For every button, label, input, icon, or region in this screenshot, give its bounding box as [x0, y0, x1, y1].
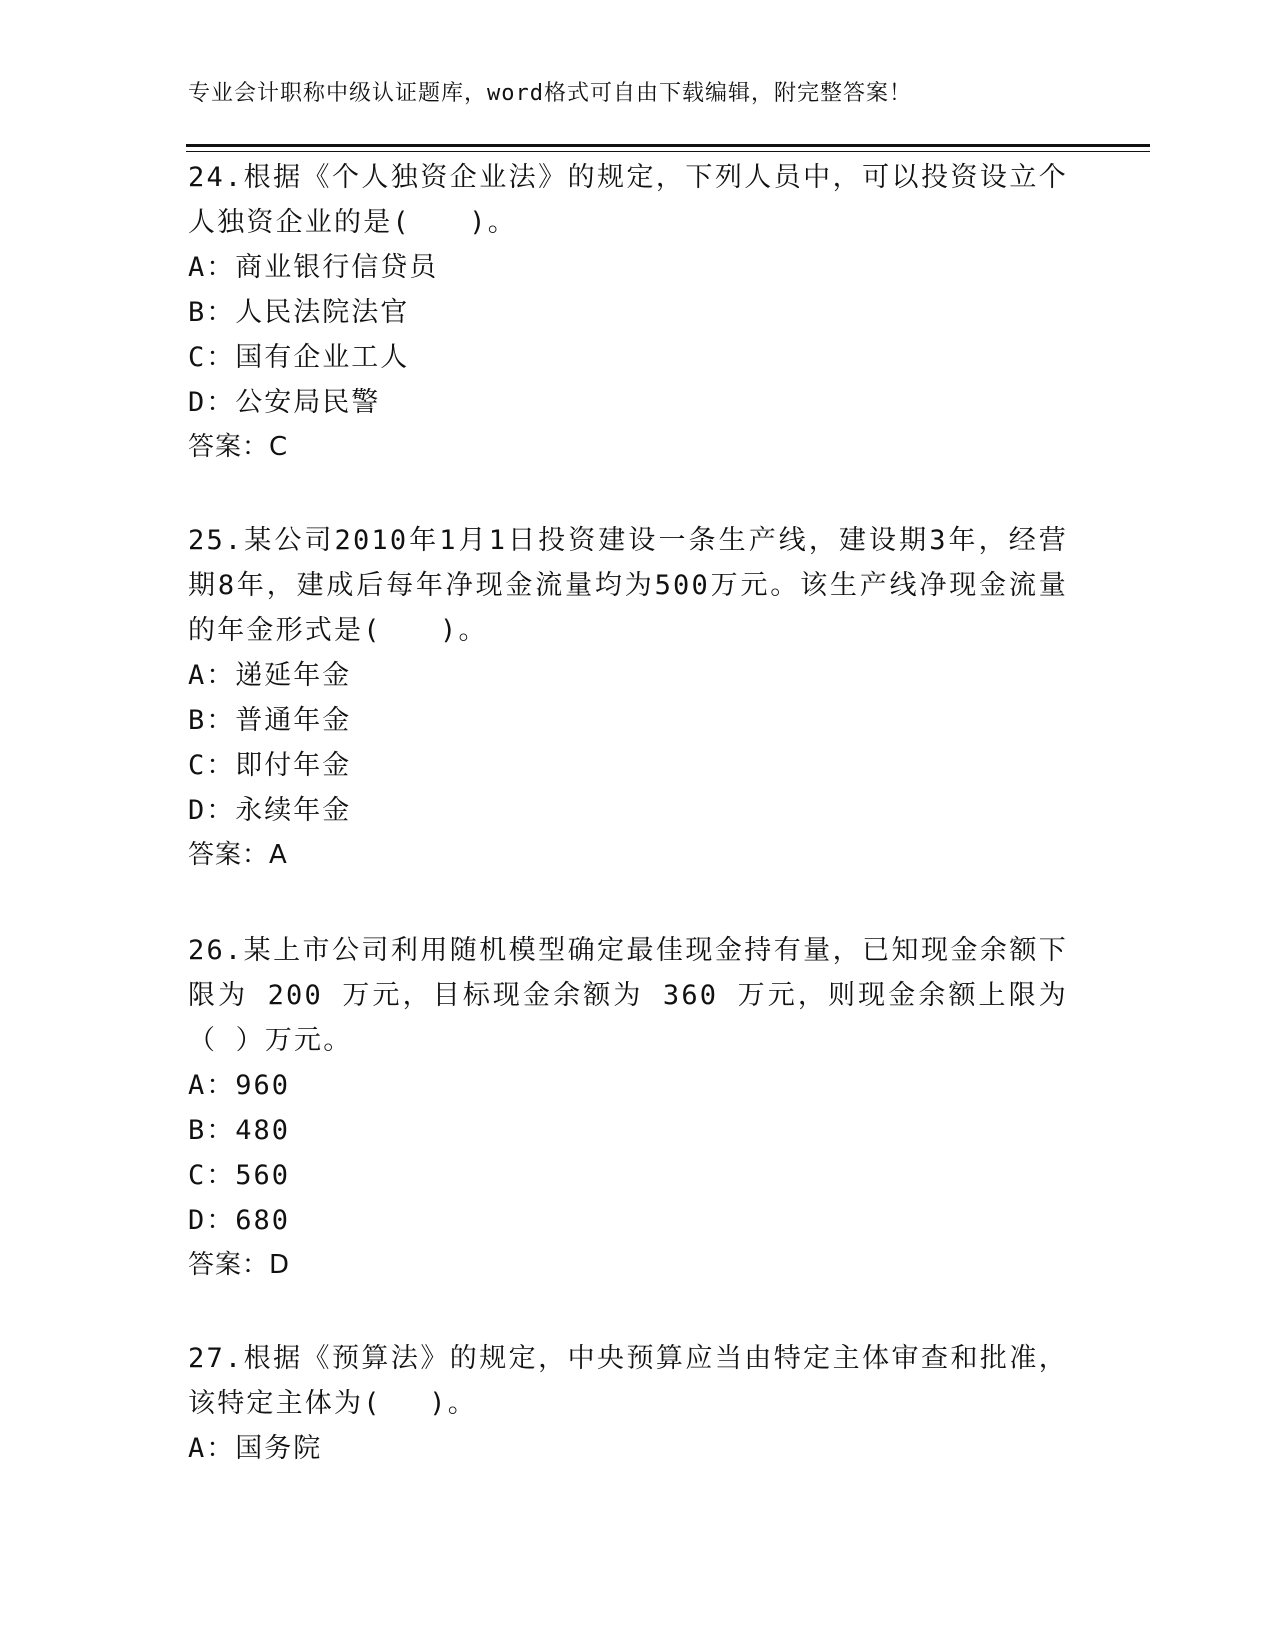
- option-d: D：680: [188, 1205, 291, 1236]
- question-25: [188, 518, 1068, 878]
- header-divider-thick: [186, 144, 1150, 147]
- answer: 答案：A: [188, 840, 288, 870]
- option-c: C：即付年金: [188, 750, 352, 781]
- question-stem: 25.某公司2010年1月1日投资建设一条生产线，建设期3年，经营期8年，建成后每年净现金流量均为500万元。该生产线净现金流量的年金形式是( )。: [188, 525, 1068, 646]
- option-d: D：永续年金: [188, 795, 352, 826]
- option-d: D：公安局民警: [188, 387, 381, 418]
- option-b: B：人民法院法官: [188, 297, 410, 328]
- question-stem: 24.根据《个人独资企业法》的规定，下列人员中，可以投资设立个人独资企业的是( )。: [188, 162, 1068, 238]
- question-27: [188, 1336, 1068, 1471]
- option-c: C：国有企业工人: [188, 342, 410, 373]
- answer: 答案：C: [188, 432, 289, 462]
- option-b: B：480: [188, 1115, 291, 1146]
- option-a: A：960: [188, 1070, 291, 1101]
- page-header: 专业会计职称中级认证题库，word格式可自由下载编辑，附完整答案！: [188, 81, 912, 106]
- question-26: [188, 928, 1068, 1288]
- header-divider-thin: [186, 151, 1150, 152]
- question-stem: 27.根据《预算法》的规定，中央预算应当由特定主体审查和批准，该特定主体为( )。: [188, 1343, 1068, 1419]
- option-a: A：商业银行信贷员: [188, 252, 439, 283]
- option-b: B：普通年金: [188, 705, 352, 736]
- option-a: A：递延年金: [188, 660, 352, 691]
- question-24: [188, 155, 1068, 470]
- answer: 答案：D: [188, 1250, 291, 1280]
- question-stem: 26.某上市公司利用随机模型确定最佳现金持有量，已知现金余额下限为 200 万元，目标现金余额为 360 万元，则现金余额上限为（ ）万元。: [188, 935, 1068, 1056]
- option-c: C：560: [188, 1160, 291, 1191]
- option-a: A：国务院: [188, 1433, 323, 1464]
